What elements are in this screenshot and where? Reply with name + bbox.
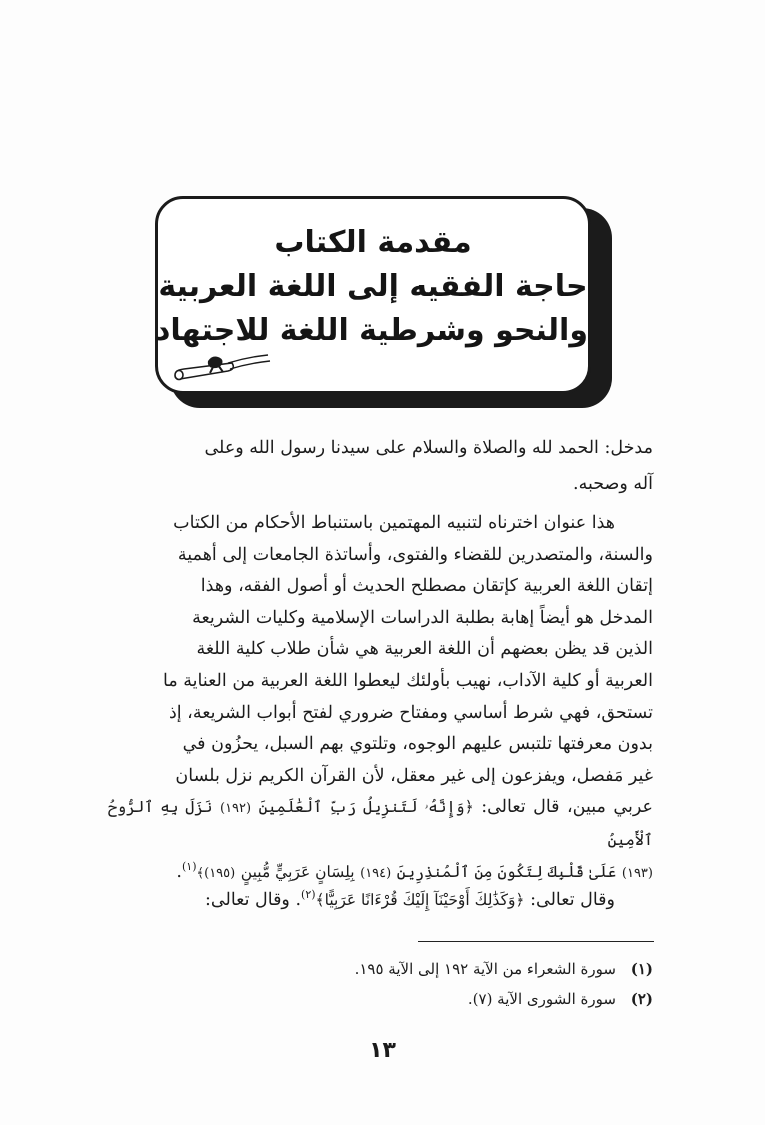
second-verse-paragraph [108,884,653,916]
footnote-ref: (٢) [301,888,316,901]
main-paragraph [108,508,653,889]
intro-line-2: آله وصحبه. [573,474,653,494]
footnote-ref: (١) [181,859,197,873]
footnote-mark: (١) [630,960,653,978]
paragraph-line: هذا عنوان اخترناه لتنبيه المهتمين باستنباط الأحكام من الكتاب [173,513,615,533]
paragraph-line: غير مَفصل، ويفزعون إلى غير معقل، لأن القرآن الكريم نزل بلسان [175,765,653,786]
quran-verse: بِلِسَانٍ عَرَبِيٍّ مُّبِينٍ [240,862,355,881]
intro-paragraph [108,430,653,502]
page-number: ١٣ [369,1038,396,1063]
quran-verse: نَزَلَ بِهِ ٱلرُّوحُ ٱلْأَمِينُ [108,798,653,849]
quran-verse-line-1 [108,792,653,856]
paragraph-line: بدون معرفتها تلتبس عليهم الوجوه، وتلتوي بهم السبل، يحزُون في [182,734,653,755]
paragraph-line: والسنة، والمتصدرين للقضاء والفتوى، وأساتذة الجامعات إلى أهمية [177,544,653,565]
footnote-text: سورة الشعراء من الآية ١٩٢ إلى الآية ١٩٥. [354,960,616,978]
footnote-mark: (٢) [630,990,653,1008]
footnote-item [108,954,653,984]
paragraph-line: العربية أو كلية الآداب، نهيب بأولئك ليعطوا اللغة العربية من العناية ما [162,670,653,691]
chapter-subtitle-1: حاجة الفقيه إلى اللغة العربية [158,269,588,304]
quran-verse: عَلَىٰ قَلْبِكَ لِتَكُونَ مِنَ ٱلْمُنذِرِينَ [396,862,617,881]
verse-intro: عربي مبين، قال تعالى: [481,797,653,818]
footnote-divider [418,941,654,942]
paragraph-line: الذين قد يظن بعضهم أن اللغة العربية هي شأن طلاب كلية اللغة [196,639,653,660]
intro-line-1: مدخل: الحمد لله والصلاة والسلام على سيدنا رسول الله وعلى [204,438,653,458]
verse-number: (١٩٢) [220,801,252,817]
verse-tail: . وقال تعالى: [205,890,302,910]
paragraph-line: إتقان اللغة العربية كإتقان مصطلح الحديث أو أصول الفقه، وهذا [200,576,653,597]
sentence-end: . [176,861,182,882]
verse-number: (١٩٣) [621,865,653,881]
verse-number: (١٩٥)﴾ [196,865,236,881]
paragraph-line: المدخل هو أيضاً إهابة بطلبة الدراسات الإسلامية وكليات الشريعة [192,607,653,628]
paragraph-line: تستحق، فهي شرط أساسي ومفتاح ضروري لفتح أبواب الشريعة، إذ [168,702,653,723]
chapter-heading: مقدمة الكتاب [274,225,472,260]
verse-intro: وقال تعالى: [530,890,615,910]
verse-number: (١٩٤) [360,865,392,881]
chapter-subtitle-2: والنحو وشرطية اللغة للاجتهاد [154,313,588,348]
footnote-item [108,984,653,1014]
quran-verse: ﴿وَكَذَٰلِكَ أَوْحَيْنَآ إِلَيْكَ قُرْءَانًا عَرَبِيًّا﴾ [315,891,525,909]
footnote-text: سورة الشورى الآية (٧). [467,990,616,1008]
scroll-ribbon-icon [168,349,278,383]
footnotes [108,954,653,1014]
title-box [155,196,591,394]
quran-verse: ﴿وَإِنَّهُۥ لَتَنزِيلُ رَبِّ ٱلْعَٰلَمِينَ [258,798,474,817]
title-lines [154,221,588,353]
